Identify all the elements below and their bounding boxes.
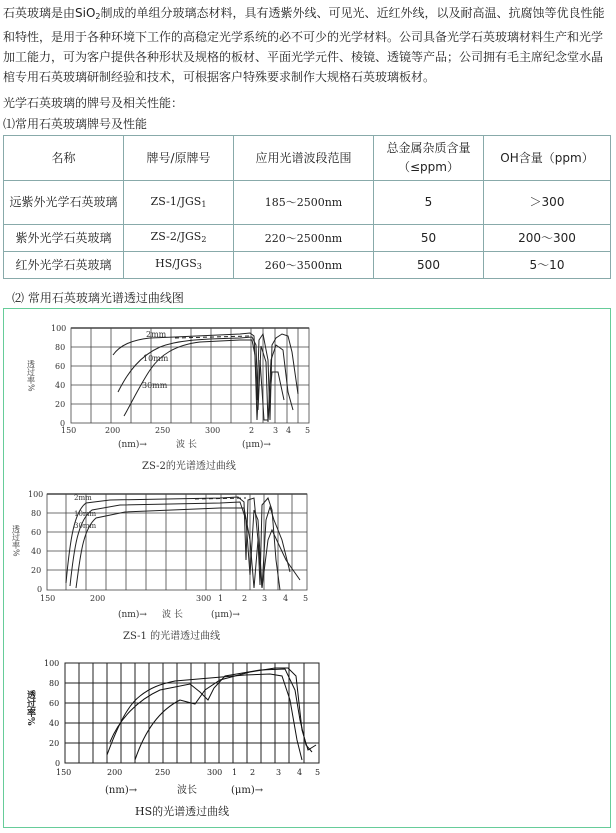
series-label: 30mm: [142, 381, 168, 390]
y-axis-label: 透过率%: [26, 360, 36, 392]
intro-text-2: 制成的单组分玻璃态材料，具有透紫外线、可见光、近红外线，以及耐高温、抗腐蚀等优良性能和特性，是用于各种环境下工作的高稳定光学系统的必不可少的光学材料。公司具备光学石英玻璃材料生产和光学加工能力，可为客户提供各种形状及规格的板材、平面光学元件、棱镜、透镜等产品；公司拥有毛主席纪念堂水晶棺专用石英玻璃研制经验和技术，可根据客户特殊要求制作大规格石英玻璃板材。: [3, 6, 605, 84]
y-tick: 0: [60, 419, 66, 428]
cell-grade-sub: 2: [201, 235, 207, 244]
y-tick: 0: [55, 759, 61, 768]
y-tick: 20: [55, 400, 66, 409]
y-tick: 60: [55, 362, 66, 371]
cell-range: 185～2500nm: [234, 181, 374, 225]
x-tick: 5: [303, 594, 309, 603]
col-oh-header: OH含量（ppm）: [484, 136, 611, 181]
chart-zs1: [12, 490, 309, 642]
x-axis-nm: (nm)→: [118, 440, 147, 450]
x-tick: 150: [61, 426, 77, 435]
chart-caption: ZS-1 的光谱透过曲线: [123, 631, 221, 642]
series-label: 10mm: [74, 510, 97, 518]
x-tick: 3: [276, 768, 282, 777]
curve-2: [110, 669, 312, 752]
col-range-header: 应用光谱波段范围: [234, 136, 374, 181]
x-tick: 5: [305, 426, 311, 435]
x-axis-mid: 波 长: [176, 440, 197, 450]
x-tick: 2: [249, 426, 255, 435]
x-axis-um: (μm)→: [211, 610, 240, 620]
y-tick: 100: [51, 324, 67, 333]
chart-zs2: [27, 324, 311, 472]
y-tick: 80: [49, 679, 60, 688]
curves-heading: ⑵ 常用石英玻璃光谱透过曲线图: [12, 291, 184, 305]
x-tick: 2: [242, 594, 248, 603]
table-heading: ⑴常用石英玻璃牌号及性能: [3, 117, 148, 131]
series-label: 30mm: [74, 522, 97, 530]
metal-header-line2: （≤ppm）: [398, 160, 459, 174]
col-grade-header: 牌号/原牌号: [124, 136, 234, 181]
y-axis-label: 透过率%: [11, 525, 21, 557]
chart-zs2-curves: [113, 333, 298, 422]
y-tick: 60: [49, 699, 60, 708]
chart-hs: [25, 659, 320, 818]
cell-grade-text: HS/JGS: [155, 257, 197, 270]
cell-grade-text: ZS-2/JGS: [150, 230, 202, 243]
y-tick: 20: [49, 739, 60, 748]
x-tick: 200: [90, 594, 106, 603]
x-tick: 200: [107, 768, 123, 777]
x-axis-nm: (nm)→: [118, 610, 147, 620]
metal-header-line1: 总金属杂质含量: [386, 141, 471, 155]
chart-hs-curves: [107, 668, 316, 760]
y-tick: 40: [49, 719, 60, 728]
x-axis-mid: 波 长: [162, 610, 183, 620]
y-tick: 60: [31, 528, 42, 537]
x-tick: 300: [207, 768, 223, 777]
y-tick: 80: [55, 343, 66, 352]
x-axis-um: (μm)→: [231, 785, 264, 796]
x-tick: 200: [105, 426, 121, 435]
x-axis-mid: 波长: [177, 785, 197, 796]
x-tick: 4: [297, 768, 303, 777]
cell-grade-text: ZS-1/JGS: [150, 194, 202, 208]
series-label: 10mm: [143, 354, 169, 363]
chart-caption: HS的光谱透过曲线: [135, 805, 230, 818]
cell-grade-sub: 1: [201, 199, 207, 209]
x-tick: 5: [315, 768, 321, 777]
cell-name: 远紫外光学石英玻璃: [4, 181, 124, 225]
cell-oh: ＞300: [484, 181, 611, 225]
series-label: 2mm: [146, 330, 167, 339]
cell-oh: 200～300: [484, 225, 611, 252]
x-tick: 4: [286, 426, 292, 435]
y-tick: 80: [31, 509, 42, 518]
x-tick: 250: [155, 426, 171, 435]
x-tick: 4: [283, 594, 289, 603]
intro-subscript: 2: [95, 12, 101, 21]
cell-grade-sub: 3: [196, 262, 202, 271]
chart-zs1-labels: [74, 494, 97, 530]
chart-hs-grid: [65, 663, 319, 763]
grades-heading: 光学石英玻璃的牌号及相关性能：: [3, 96, 184, 110]
chart-zs1-curves: [66, 497, 300, 590]
x-tick: 150: [40, 594, 56, 603]
cell-metal: 50: [374, 225, 484, 252]
y-axis-label: 透过率%: [25, 690, 35, 726]
intro-text-1: 石英玻璃是由SiO: [3, 6, 96, 20]
x-tick: 1: [232, 768, 238, 777]
x-tick: 300: [205, 426, 221, 435]
cell-name: 红外光学石英玻璃: [4, 252, 124, 279]
x-tick: 3: [273, 426, 279, 435]
curve-30mm: [124, 340, 284, 420]
y-tick: 0: [37, 585, 43, 594]
y-tick: 20: [31, 566, 42, 575]
cell-metal: 5: [374, 181, 484, 225]
y-tick: 40: [55, 381, 66, 390]
x-tick: 2: [250, 768, 256, 777]
x-tick: 300: [196, 594, 212, 603]
x-axis-um: (μm)→: [242, 440, 271, 450]
x-tick: 3: [262, 594, 268, 603]
cell-name: 紫外光学石英玻璃: [4, 225, 124, 252]
curve-10mm: [70, 502, 290, 588]
col-name-header: 名称: [4, 136, 124, 181]
series-label: 2mm: [74, 494, 92, 502]
x-tick: 1: [218, 594, 224, 603]
x-tick: 250: [155, 768, 171, 777]
y-tick: 100: [28, 490, 44, 499]
x-axis-nm: (nm)→: [105, 785, 138, 796]
x-tick: 150: [56, 768, 72, 777]
chart-caption: ZS-2的光谱透过曲线: [142, 461, 236, 472]
cell-oh: 5～10: [484, 252, 611, 279]
y-tick: 40: [31, 547, 42, 556]
cell-range: 220～2500nm: [234, 225, 374, 252]
cell-metal: 500: [374, 252, 484, 279]
y-tick: 100: [44, 659, 60, 668]
cell-range: 260～3500nm: [234, 252, 374, 279]
